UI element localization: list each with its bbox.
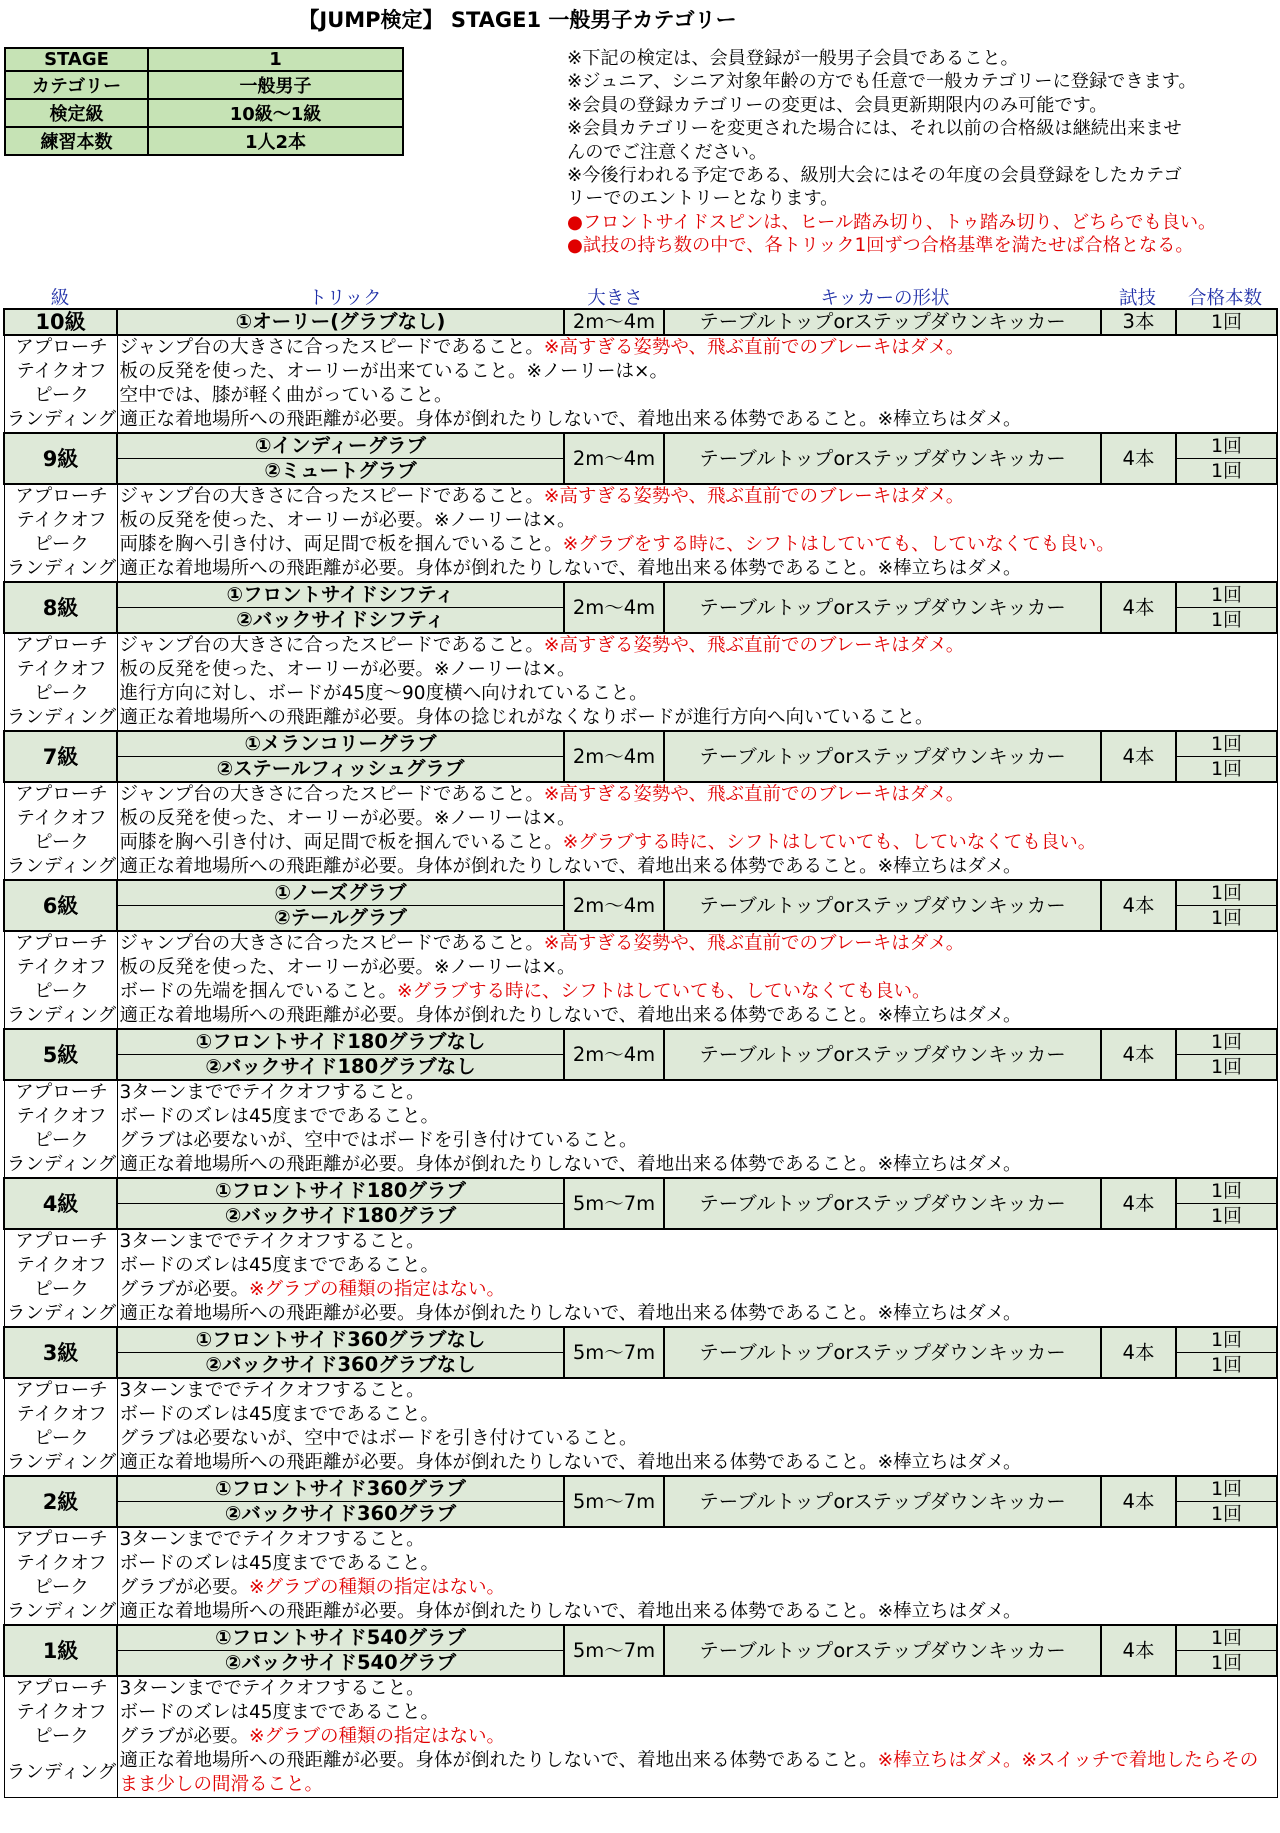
criteria-text (117, 1427, 1277, 1451)
criteria-main: 3ターンまででテイクオフすること。 (119, 1380, 425, 1401)
trick-name: ①フロントサイド360グラブ (117, 1476, 564, 1502)
kicker-shape: テーブルトップorステップダウンキッカー (664, 309, 1101, 335)
criteria-row (4, 831, 1277, 855)
grade-label: 8級 (4, 582, 117, 633)
criteria-main: 3ターンまででテイクオフすること。 (119, 1082, 425, 1103)
criteria-row (4, 384, 1277, 408)
criteria-row (4, 956, 1277, 980)
phase-label: ピーク (4, 1427, 117, 1451)
grade-header-row (4, 731, 1277, 757)
header-tries: 試技 (1118, 288, 1156, 309)
phase-label: アプローチ (4, 782, 117, 807)
criteria-text (117, 1576, 1277, 1600)
trick-name: ②バックサイド180グラブなし (117, 1055, 564, 1081)
criteria-text (117, 1004, 1277, 1029)
kicker-size: 2m～4m (564, 433, 664, 484)
kicker-size: 2m～4m (564, 309, 664, 335)
phase-label: ランディング (4, 1749, 117, 1798)
info-row (5, 48, 403, 71)
phase-label: ランディング (4, 1302, 117, 1327)
criteria-row (4, 1153, 1277, 1178)
pass-count: 1回 (1176, 1502, 1277, 1528)
criteria-main: 適正な着地場所への飛距離が必要。身体が倒れたりしないで、着地出来る体勢であること。 (119, 1750, 878, 1771)
trick-name: ②バックサイド180グラブ (117, 1204, 564, 1230)
grade-table (3, 308, 1278, 1798)
grade-header-row (4, 433, 1277, 459)
tries-count: 4本 (1101, 1178, 1176, 1229)
criteria-main: 適正な着地場所への飛距離が必要。身体が倒れたりしないで、着地出来る体勢であること。※棒立ちはダメ。 (119, 1452, 1022, 1473)
phase-label: ピーク (4, 682, 117, 706)
criteria-row (4, 682, 1277, 706)
criteria-warning: ※グラブの種類の指定はない。 (249, 1577, 506, 1598)
criteria-row (4, 782, 1277, 807)
criteria-text (117, 1749, 1277, 1798)
info-row (5, 99, 403, 127)
criteria-row (4, 1278, 1277, 1302)
grade-label: 10級 (4, 309, 117, 335)
criteria-main: グラブは必要ないが、空中ではボードを引き付けていること。 (119, 1130, 638, 1151)
tries-count: 4本 (1101, 1029, 1176, 1080)
column-header-row (0, 284, 1280, 308)
criteria-main: ジャンプ台の大きさに合ったスピードであること。 (119, 486, 544, 507)
criteria-warning: ※高すぎる姿勢や、飛ぶ直前でのブレーキはダメ。 (543, 486, 965, 507)
criteria-text (117, 1153, 1277, 1178)
criteria-text (117, 1105, 1277, 1129)
info-label: 検定級 (5, 99, 148, 127)
phase-label: アプローチ (4, 931, 117, 956)
phase-label: テイクオフ (4, 1701, 117, 1725)
phase-label: アプローチ (4, 1527, 117, 1552)
criteria-row (4, 533, 1277, 557)
note-line: ※今後行われる予定である、級別大会にはその年度の会員登録をしたカテゴ (567, 165, 1182, 187)
criteria-text (117, 1552, 1277, 1576)
kicker-size: 5m～7m (564, 1178, 664, 1229)
criteria-text (117, 980, 1277, 1004)
criteria-text (117, 931, 1277, 956)
criteria-text (117, 360, 1277, 384)
header-size: 大きさ (587, 288, 643, 309)
criteria-main: 適正な着地場所への飛距離が必要。身体が倒れたりしないで、着地出来る体勢であること。※棒立ちはダメ。 (119, 409, 1022, 430)
note-line: リーでのエントリーとなります。 (567, 188, 839, 210)
pass-count: 1回 (1176, 906, 1277, 932)
info-value: 10級～1級 (148, 99, 403, 127)
criteria-warning: ※グラブの種類の指定はない。 (249, 1279, 506, 1300)
grade-label: 5級 (4, 1029, 117, 1080)
pass-count: 1回 (1176, 1029, 1277, 1055)
criteria-row (4, 1378, 1277, 1403)
kicker-size: 2m～4m (564, 880, 664, 931)
criteria-text (117, 1600, 1277, 1625)
grade-label: 9級 (4, 433, 117, 484)
pass-count: 1回 (1176, 1476, 1277, 1502)
kicker-size: 2m～4m (564, 731, 664, 782)
trick-name: ②ミュートグラブ (117, 459, 564, 485)
kicker-size: 5m～7m (564, 1476, 664, 1527)
tries-count: 4本 (1101, 1625, 1176, 1676)
notes-block (567, 47, 1279, 258)
criteria-row (4, 980, 1277, 1004)
criteria-main: ジャンプ台の大きさに合ったスピードであること。 (119, 933, 544, 954)
note-line: ※下記の検定は、会員登録が一般男子会員であること。 (567, 48, 1019, 69)
criteria-row (4, 1527, 1277, 1552)
grade-label: 2級 (4, 1476, 117, 1527)
criteria-main: ジャンプ台の大きさに合ったスピードであること。 (119, 337, 544, 358)
criteria-row (4, 1403, 1277, 1427)
tries-count: 4本 (1101, 1327, 1176, 1378)
trick-name: ①オーリー(グラブなし) (117, 309, 564, 335)
criteria-row (4, 931, 1277, 956)
criteria-main: 適正な着地場所への飛距離が必要。身体の捻じれがなくなりボードが進行方向へ向いていること。 (119, 707, 934, 728)
criteria-main: ジャンプ台の大きさに合ったスピードであること。 (119, 635, 544, 656)
header-kicker: キッカーの形状 (820, 288, 950, 309)
kicker-size: 5m～7m (564, 1327, 664, 1378)
criteria-text (117, 1302, 1277, 1327)
criteria-text (117, 509, 1277, 533)
phase-label: ピーク (4, 533, 117, 557)
criteria-main: 空中では、膝が軽く曲がっていること。 (119, 385, 453, 406)
info-value: 1人2本 (148, 127, 403, 155)
stage-info-table (4, 47, 404, 156)
kicker-shape: テーブルトップorステップダウンキッカー (664, 1029, 1101, 1080)
kicker-shape: テーブルトップorステップダウンキッカー (664, 433, 1101, 484)
criteria-main: ボードのズレは45度までであること。 (119, 1702, 440, 1723)
criteria-main: グラブは必要ないが、空中ではボードを引き付けていること。 (119, 1428, 638, 1449)
criteria-warning: ※グラブする時に、シフトはしていても、していなくても良い。 (397, 981, 931, 1002)
criteria-text (117, 1676, 1277, 1701)
phase-label: アプローチ (4, 1080, 117, 1105)
criteria-main: ジャンプ台の大きさに合ったスピードであること。 (119, 784, 544, 805)
phase-label: テイクオフ (4, 509, 117, 533)
phase-label: ランディング (4, 1153, 117, 1178)
header-trick: トリック (308, 288, 382, 309)
criteria-main: ボードのズレは45度までであること。 (119, 1255, 440, 1276)
phase-label: ピーク (4, 1725, 117, 1749)
phase-label: ピーク (4, 980, 117, 1004)
criteria-main: 板の反発を使った、オーリーが必要。※ノーリーは×。 (119, 659, 576, 680)
criteria-row (4, 408, 1277, 433)
phase-label: アプローチ (4, 484, 117, 509)
trick-name: ②バックサイド540グラブ (117, 1651, 564, 1677)
grade-label: 3級 (4, 1327, 117, 1378)
phase-label: ピーク (4, 1576, 117, 1600)
phase-label: テイクオフ (4, 807, 117, 831)
criteria-text (117, 633, 1277, 658)
criteria-text (117, 782, 1277, 807)
info-label: STAGE (5, 48, 148, 71)
pass-count: 1回 (1176, 1651, 1277, 1677)
criteria-main: 適正な着地場所への飛距離が必要。身体が倒れたりしないで、着地出来る体勢であること。※棒立ちはダメ。 (119, 1154, 1022, 1175)
phase-label: ピーク (4, 384, 117, 408)
pass-count: 1回 (1176, 582, 1277, 608)
grade-header-row (4, 1476, 1277, 1502)
phase-label: ピーク (4, 1129, 117, 1153)
criteria-text (117, 533, 1277, 557)
note-line: ●試技の持ち数の中で、各トリック1回ずつ合格基準を満たせば合格となる。 (567, 235, 1194, 257)
trick-name: ②テールグラブ (117, 906, 564, 932)
criteria-main: 3ターンまででテイクオフすること。 (119, 1529, 425, 1550)
criteria-text (117, 831, 1277, 855)
trick-name: ①メランコリーグラブ (117, 731, 564, 757)
criteria-row (4, 1229, 1277, 1254)
criteria-text (117, 807, 1277, 831)
criteria-row (4, 1080, 1277, 1105)
phase-label: アプローチ (4, 1676, 117, 1701)
pass-count: 1回 (1176, 1625, 1277, 1651)
grade-header-row (4, 309, 1277, 335)
phase-label: ランディング (4, 557, 117, 582)
criteria-text (117, 1725, 1277, 1749)
phase-label: ランディング (4, 1004, 117, 1029)
criteria-main: 両膝を胸へ引き付け、両足間で板を掴んでいること。 (119, 534, 563, 555)
criteria-main: 板の反発を使った、オーリーが必要。※ノーリーは×。 (119, 957, 576, 978)
criteria-main: 板の反発を使った、オーリーが出来ていること。※ノーリーは×。 (119, 361, 668, 382)
trick-name: ①フロントサイド540グラブ (117, 1625, 564, 1651)
trick-name: ①フロントサイド180グラブ (117, 1178, 564, 1204)
criteria-main: 適正な着地場所への飛距離が必要。身体が倒れたりしないで、着地出来る体勢であること。※棒立ちはダメ。 (119, 1005, 1022, 1026)
phase-label: ピーク (4, 1278, 117, 1302)
pass-count: 1回 (1176, 1178, 1277, 1204)
kicker-size: 2m～4m (564, 1029, 664, 1080)
trick-name: ②バックサイド360グラブ (117, 1502, 564, 1528)
criteria-text (117, 1254, 1277, 1278)
note-line: ※会員の登録カテゴリーの変更は、会員更新期限内のみ可能です。 (567, 94, 1108, 116)
note-line: んのでご注意ください。 (567, 141, 768, 163)
phase-label: ピーク (4, 831, 117, 855)
criteria-row (4, 509, 1277, 533)
header-grade: 級 (50, 288, 70, 309)
grade-header-row (4, 880, 1277, 906)
grade-label: 4級 (4, 1178, 117, 1229)
phase-label: テイクオフ (4, 360, 117, 384)
trick-name: ②ステールフィッシュグラブ (117, 757, 564, 783)
phase-label: テイクオフ (4, 1552, 117, 1576)
pass-count: 1回 (1176, 757, 1277, 783)
pass-count: 1回 (1176, 1353, 1277, 1379)
criteria-row (4, 1451, 1277, 1476)
criteria-main: グラブが必要。 (119, 1577, 250, 1598)
criteria-row (4, 484, 1277, 509)
tries-count: 4本 (1101, 1476, 1176, 1527)
pass-count: 1回 (1176, 880, 1277, 906)
phase-label: アプローチ (4, 1229, 117, 1254)
phase-label: ランディング (4, 408, 117, 433)
trick-name: ②バックサイド360グラブなし (117, 1353, 564, 1379)
grade-header-row (4, 1029, 1277, 1055)
trick-name: ①インディーグラブ (117, 433, 564, 459)
criteria-main: 適正な着地場所への飛距離が必要。身体が倒れたりしないで、着地出来る体勢であること。※棒立ちはダメ。 (119, 558, 1022, 579)
phase-label: ランディング (4, 1600, 117, 1625)
trick-name: ①ノーズグラブ (117, 880, 564, 906)
kicker-shape: テーブルトップorステップダウンキッカー (664, 731, 1101, 782)
criteria-row (4, 1427, 1277, 1451)
phase-label: ランディング (4, 706, 117, 731)
criteria-text (117, 855, 1277, 880)
criteria-row (4, 1129, 1277, 1153)
criteria-text (117, 1451, 1277, 1476)
criteria-main: ボードのズレは45度までであること。 (119, 1553, 440, 1574)
pass-count: 1回 (1176, 433, 1277, 459)
criteria-row (4, 633, 1277, 658)
info-value: 一般男子 (148, 71, 403, 99)
phase-label: ランディング (4, 855, 117, 880)
criteria-row (4, 658, 1277, 682)
grade-label: 1級 (4, 1625, 117, 1676)
criteria-row (4, 1576, 1277, 1600)
info-label: カテゴリー (5, 71, 148, 99)
phase-label: テイクオフ (4, 956, 117, 980)
phase-label: アプローチ (4, 1378, 117, 1403)
criteria-row (4, 1004, 1277, 1029)
criteria-row (4, 1749, 1277, 1798)
criteria-warning: ※高すぎる姿勢や、飛ぶ直前でのブレーキはダメ。 (543, 635, 965, 656)
criteria-row (4, 557, 1277, 582)
grade-header-row (4, 1327, 1277, 1353)
criteria-text (117, 1229, 1277, 1254)
criteria-main: 3ターンまででテイクオフすること。 (119, 1231, 425, 1252)
criteria-main: ボードのズレは45度までであること。 (119, 1106, 440, 1127)
tries-count: 4本 (1101, 433, 1176, 484)
tries-count: 4本 (1101, 731, 1176, 782)
criteria-main: 3ターンまででテイクオフすること。 (119, 1678, 425, 1699)
criteria-text (117, 956, 1277, 980)
criteria-main: グラブが必要。 (119, 1279, 250, 1300)
trick-name: ①フロントサイド180グラブなし (117, 1029, 564, 1055)
info-value: 1 (148, 48, 403, 71)
trick-name: ①フロントサイドシフティ (117, 582, 564, 608)
phase-label: テイクオフ (4, 1105, 117, 1129)
criteria-warning: ※グラブの種類の指定はない。 (249, 1726, 506, 1747)
phase-label: アプローチ (4, 335, 117, 360)
criteria-row (4, 807, 1277, 831)
criteria-main: 板の反発を使った、オーリーが必要。※ノーリーは×。 (119, 510, 576, 531)
grade-header-row (4, 582, 1277, 608)
trick-name: ①フロントサイド360グラブなし (117, 1327, 564, 1353)
pass-count: 1回 (1176, 608, 1277, 634)
criteria-text (117, 706, 1277, 731)
criteria-text (117, 335, 1277, 360)
grade-label: 6級 (4, 880, 117, 931)
kicker-shape: テーブルトップorステップダウンキッカー (664, 1625, 1101, 1676)
tries-count: 3本 (1101, 309, 1176, 335)
criteria-main: ボードの先端を掴んでいること。 (119, 981, 398, 1002)
criteria-row (4, 1600, 1277, 1625)
criteria-row (4, 1254, 1277, 1278)
criteria-warning: ※グラブする時に、シフトはしていても、していなくても良い。 (562, 832, 1097, 853)
kicker-shape: テーブルトップorステップダウンキッカー (664, 880, 1101, 931)
criteria-warning: ※高すぎる姿勢や、飛ぶ直前でのブレーキはダメ。 (543, 784, 965, 805)
criteria-row (4, 1725, 1277, 1749)
pass-count: 1回 (1176, 1327, 1277, 1353)
phase-label: テイクオフ (4, 658, 117, 682)
criteria-row (4, 706, 1277, 731)
criteria-row (4, 1701, 1277, 1725)
criteria-main: 両膝を胸へ引き付け、両足間で板を掴んでいること。 (119, 832, 563, 853)
kicker-size: 2m～4m (564, 582, 664, 633)
page-title: 【JUMP検定】 STAGE1 一般男子カテゴリー (298, 8, 737, 32)
criteria-text (117, 1080, 1277, 1105)
info-row (5, 127, 403, 155)
tries-count: 4本 (1101, 880, 1176, 931)
criteria-text (117, 1403, 1277, 1427)
criteria-row (4, 1302, 1277, 1327)
note-line: ※ジュニア、シニア対象年齢の方でも任意で一般カテゴリーに登録できます。 (567, 71, 1197, 93)
criteria-row (4, 335, 1277, 360)
criteria-main: ボードのズレは45度までであること。 (119, 1404, 440, 1425)
phase-label: テイクオフ (4, 1254, 117, 1278)
criteria-warning: ※高すぎる姿勢や、飛ぶ直前でのブレーキはダメ。 (543, 337, 965, 358)
pass-count: 1回 (1176, 1055, 1277, 1081)
criteria-text (117, 1378, 1277, 1403)
note-line: ●フロントサイドスピンは、ヒール踏み切り、トゥ踏み切り、どちらでも良い。 (567, 211, 1217, 233)
pass-count: 1回 (1176, 459, 1277, 485)
criteria-warning: ※高すぎる姿勢や、飛ぶ直前でのブレーキはダメ。 (543, 933, 965, 954)
phase-label: ランディング (4, 1451, 117, 1476)
criteria-row (4, 1552, 1277, 1576)
phase-label: テイクオフ (4, 1403, 117, 1427)
criteria-warning: ※棒立ちはダメ。※スイッチで着地したらそのまま少しの間滑ること。 (119, 1750, 1259, 1795)
criteria-text (117, 658, 1277, 682)
trick-name: ②バックサイドシフティ (117, 608, 564, 634)
criteria-text (117, 1527, 1277, 1552)
criteria-text (117, 384, 1277, 408)
grade-label: 7級 (4, 731, 117, 782)
criteria-main: 適正な着地場所への飛距離が必要。身体が倒れたりしないで、着地出来る体勢であること。※棒立ちはダメ。 (119, 1303, 1022, 1324)
criteria-text (117, 484, 1277, 509)
criteria-text (117, 1129, 1277, 1153)
kicker-shape: テーブルトップorステップダウンキッカー (664, 1327, 1101, 1378)
criteria-warning: ※グラブをする時に、シフトはしていても、していなくても良い。 (562, 534, 1115, 555)
kicker-shape: テーブルトップorステップダウンキッカー (664, 1476, 1101, 1527)
criteria-row (4, 1105, 1277, 1129)
criteria-main: 適正な着地場所への飛距離が必要。身体が倒れたりしないで、着地出来る体勢であること。※棒立ちはダメ。 (119, 1601, 1022, 1622)
kicker-shape: テーブルトップorステップダウンキッカー (664, 582, 1101, 633)
header-pass: 合格本数 (1187, 288, 1262, 309)
pass-count: 1回 (1176, 731, 1277, 757)
phase-label: アプローチ (4, 633, 117, 658)
pass-count: 1回 (1176, 1204, 1277, 1230)
info-label: 練習本数 (5, 127, 148, 155)
kicker-size: 5m～7m (564, 1625, 664, 1676)
grade-header-row (4, 1178, 1277, 1204)
grade-header-row (4, 1625, 1277, 1651)
criteria-row (4, 1676, 1277, 1701)
tries-count: 4本 (1101, 582, 1176, 633)
criteria-main: グラブが必要。 (119, 1726, 250, 1747)
criteria-main: 進行方向に対し、ボードが45度～90度横へ向けれていること。 (119, 683, 648, 704)
criteria-text (117, 1278, 1277, 1302)
pass-count: 1回 (1176, 309, 1277, 335)
criteria-main: 適正な着地場所への飛距離が必要。身体が倒れたりしないで、着地出来る体勢であること。※棒立ちはダメ。 (119, 856, 1022, 877)
criteria-row (4, 360, 1277, 384)
note-line: ※会員カテゴリーを変更された場合には、それ以前の合格級は継続出来ませ (567, 118, 1182, 140)
criteria-row (4, 855, 1277, 880)
info-row (5, 71, 403, 99)
criteria-text (117, 408, 1277, 433)
criteria-text (117, 557, 1277, 582)
criteria-main: 板の反発を使った、オーリーが必要。※ノーリーは×。 (119, 808, 576, 829)
kicker-shape: テーブルトップorステップダウンキッカー (664, 1178, 1101, 1229)
criteria-text (117, 1701, 1277, 1725)
criteria-text (117, 682, 1277, 706)
